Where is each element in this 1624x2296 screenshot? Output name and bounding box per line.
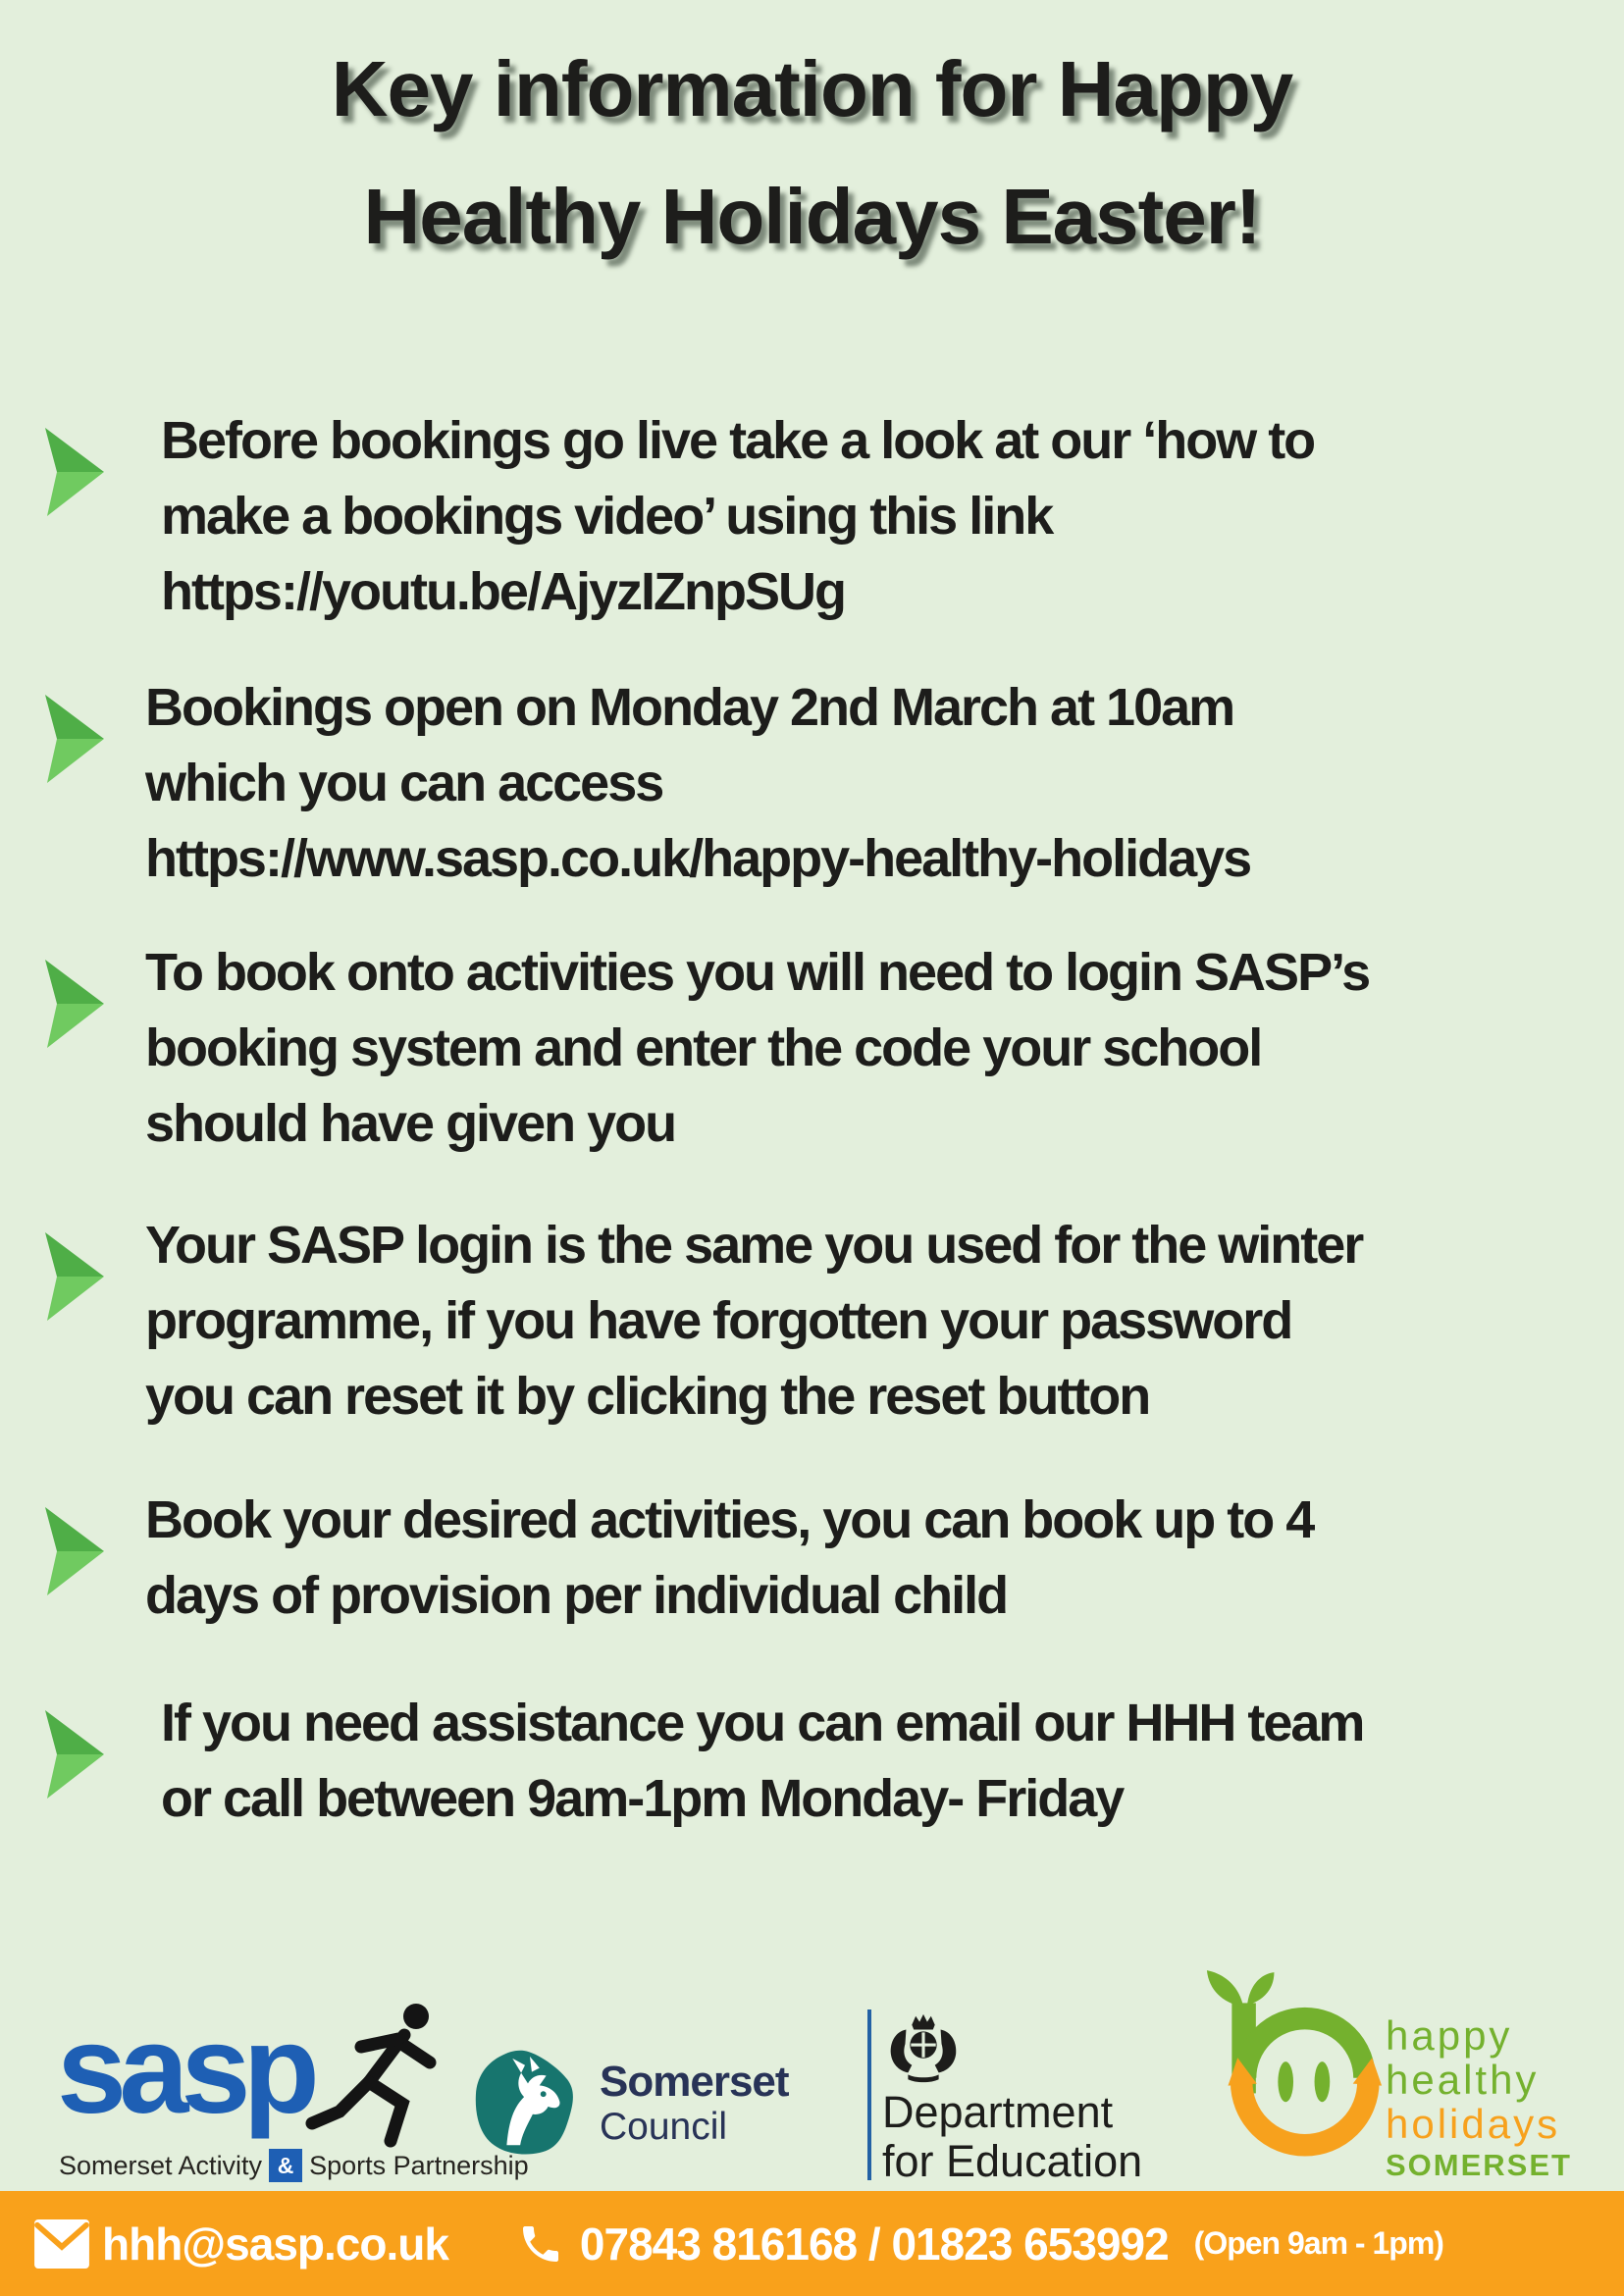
phone-icon bbox=[517, 2220, 564, 2268]
bullet-text: days of provision per individual child bbox=[145, 1566, 1008, 1625]
email-icon bbox=[33, 2218, 90, 2270]
green-arrow-bullet-icon bbox=[41, 1229, 106, 1324]
hhh-word-somerset: SOMERSET bbox=[1386, 2148, 1572, 2182]
sasp-ampersand: & bbox=[269, 2149, 302, 2182]
youtube-link[interactable]: https://youtu.be/AjyzIZnpSUg bbox=[161, 562, 845, 621]
bullet-text: you can reset it by clicking the reset button bbox=[145, 1367, 1150, 1426]
bullet-password-reset bbox=[41, 1208, 1587, 1435]
contact-email[interactable]: hhh@sasp.co.uk bbox=[102, 2218, 448, 2270]
somerset-council-logo bbox=[474, 2049, 789, 2157]
dfe-line2: for Education bbox=[882, 2136, 1143, 2186]
bullet-text: Your SASP login is the same you used for the winter bbox=[145, 1216, 1363, 1275]
bullet-text: Before bookings go live take a look at our ‘how to bbox=[161, 411, 1315, 470]
somerset-council-text bbox=[600, 2059, 789, 2157]
bullet-book-activities bbox=[41, 1483, 1587, 1634]
bullet-text: To book onto activities you will need to login SASP’s bbox=[145, 943, 1370, 1002]
page-title bbox=[0, 26, 1624, 281]
green-arrow-bullet-icon bbox=[41, 957, 106, 1051]
somerset-dragon-icon bbox=[474, 2049, 580, 2157]
sasp-tagline-left: Somerset Activity bbox=[59, 2150, 263, 2180]
happy-healthy-holidays-logo bbox=[1199, 1925, 1621, 2210]
bullet-text: which you can access bbox=[145, 754, 663, 812]
bullet-text: or call between 9am-1pm Monday- Friday bbox=[161, 1769, 1124, 1828]
hhh-wordmark bbox=[1386, 2013, 1572, 2185]
sasp-logo bbox=[57, 2000, 529, 2190]
bullet-text: programme, if you have forgotten your password bbox=[145, 1291, 1292, 1350]
booking-page-link[interactable]: https://www.sasp.co.uk/happy-healthy-holidays bbox=[145, 829, 1251, 888]
dfe-divider-bar bbox=[867, 2009, 871, 2180]
bullet-bookings-open bbox=[41, 670, 1587, 897]
royal-crest-icon bbox=[883, 2011, 964, 2084]
dfe-logo bbox=[867, 2009, 1152, 2186]
dfe-line1: Department bbox=[882, 2087, 1114, 2137]
hhh-word-holidays: holidays bbox=[1386, 2101, 1561, 2147]
green-arrow-bullet-icon bbox=[41, 692, 106, 786]
bullet-how-to-video bbox=[41, 403, 1587, 630]
green-arrow-bullet-icon bbox=[41, 1707, 106, 1801]
page-title-line2: Healthy Holidays Easter! bbox=[363, 173, 1261, 260]
contact-phone-numbers: 07843 816168 / 01823 653992 bbox=[579, 2218, 1169, 2270]
dfe-text bbox=[882, 2088, 1142, 2186]
hhh-word-healthy: healthy bbox=[1386, 2057, 1540, 2103]
bullet-text: Bookings open on Monday 2nd March at 10am bbox=[145, 678, 1234, 737]
council-line1: Somerset bbox=[600, 2058, 789, 2106]
bullet-text: Book your desired activities, you can book up to 4 bbox=[145, 1490, 1314, 1549]
runner-icon bbox=[300, 2000, 447, 2157]
bullet-text: should have given you bbox=[145, 1094, 676, 1153]
sasp-tagline bbox=[59, 2149, 529, 2182]
page-title-line1: Key information for Happy bbox=[331, 45, 1293, 132]
bullet-text: booking system and enter the code your school bbox=[145, 1018, 1262, 1077]
hhh-smiley-icon bbox=[1203, 1966, 1386, 2168]
contact-opening-hours: (Open 9am - 1pm) bbox=[1193, 2225, 1443, 2261]
bullet-login-code bbox=[41, 935, 1587, 1162]
green-arrow-bullet-icon bbox=[41, 425, 106, 519]
contact-bar bbox=[0, 2191, 1624, 2296]
bullet-assistance bbox=[41, 1686, 1587, 1837]
sasp-tagline-right: Sports Partnership bbox=[309, 2150, 529, 2180]
council-line2: Council bbox=[600, 2106, 728, 2148]
hhh-word-happy: happy bbox=[1386, 2012, 1513, 2059]
bullet-text: If you need assistance you can email our HHH team bbox=[161, 1694, 1364, 1752]
green-arrow-bullet-icon bbox=[41, 1504, 106, 1598]
bullet-text: make a bookings video’ using this link bbox=[161, 487, 1053, 546]
sasp-wordmark: sasp bbox=[57, 2000, 312, 2140]
